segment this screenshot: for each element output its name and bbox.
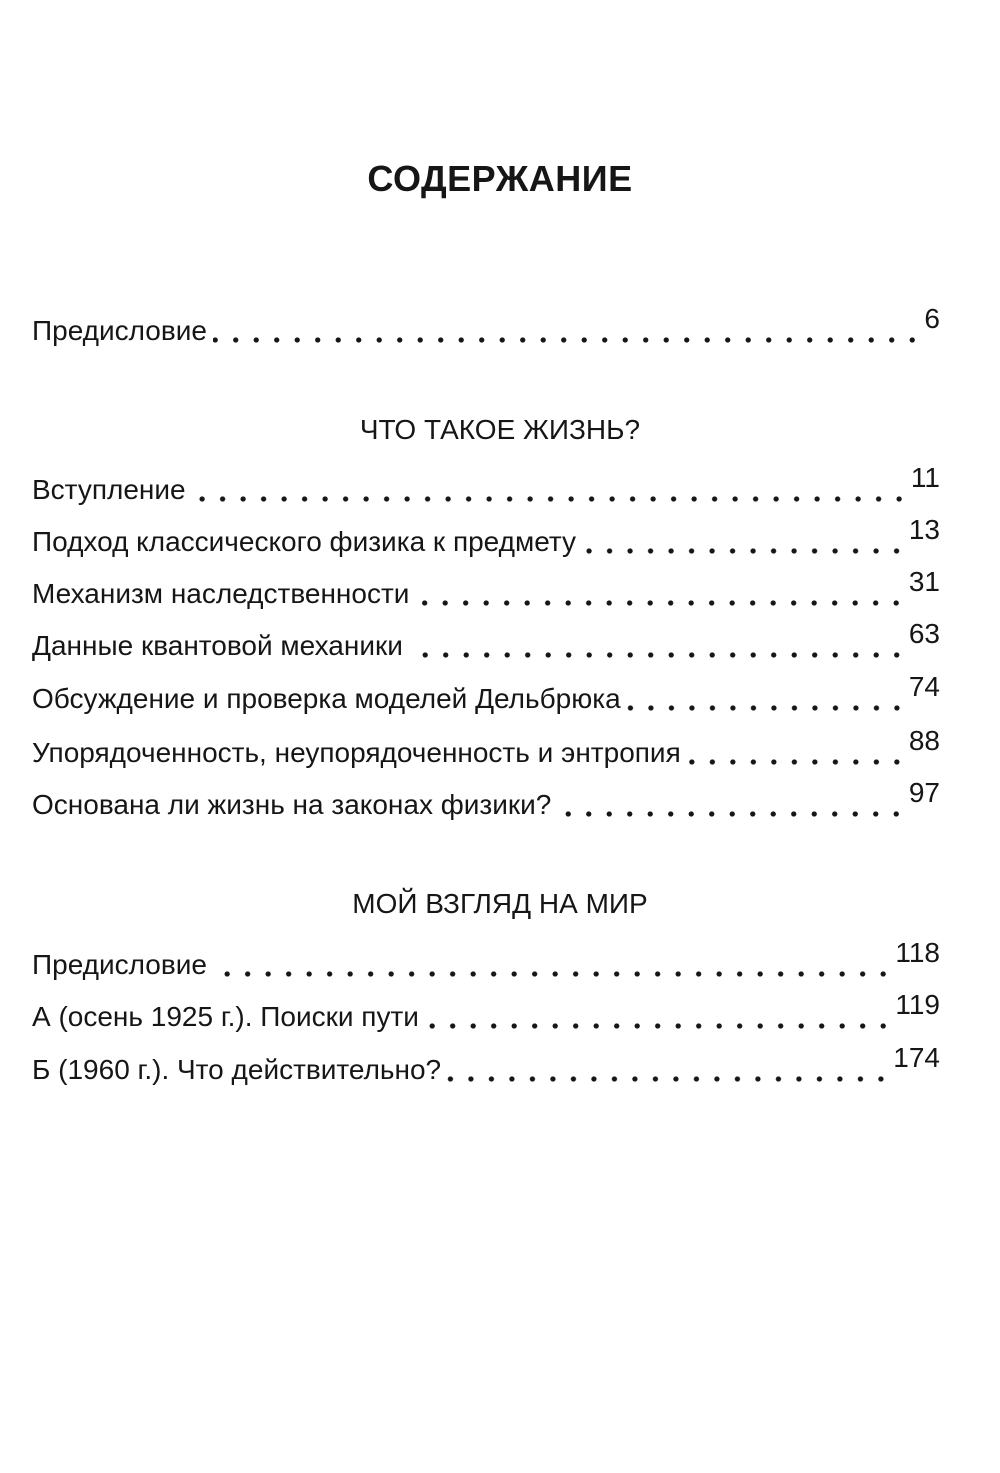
toc-page-number: 13 — [908, 514, 940, 545]
section-heading-my-view-of-the-world: МОЙ ВЗГЛЯД НА МИР — [352, 888, 648, 919]
page-title: СОДЕРЖАНИЕ — [367, 158, 633, 199]
toc-entry-label: Обсуждение и проверка моделей Дельбрюка — [32, 683, 621, 714]
dot-leader — [425, 1022, 893, 1030]
toc-entry-label: Упорядоченность, неупорядоченность и энтропия — [32, 737, 681, 768]
dot-leader — [213, 336, 922, 344]
dot-leader — [447, 1075, 891, 1083]
toc-entry[interactable] — [32, 777, 940, 825]
dot-leader — [627, 704, 907, 712]
dot-leader — [582, 547, 907, 555]
toc-page-number: 118 — [895, 937, 940, 968]
toc-entry[interactable] — [32, 462, 940, 510]
toc-page-number: 6 — [924, 303, 940, 334]
dot-leader — [415, 599, 906, 607]
toc-page-number: 11 — [910, 462, 940, 493]
toc-entry-label: Б (1960 г.). Что действительно? — [32, 1054, 442, 1085]
toc-entry[interactable] — [32, 514, 940, 562]
toc-page-number: 31 — [908, 566, 940, 597]
toc-entry-label: Данные квантовой механики — [32, 630, 403, 661]
toc-page-number: 119 — [895, 989, 940, 1020]
toc-page-number: 63 — [908, 618, 940, 649]
toc-page-number: 174 — [893, 1042, 940, 1073]
toc-entry[interactable] — [32, 725, 940, 773]
section-heading-what-is-life: ЧТО ТАКОЕ ЖИЗНЬ? — [359, 414, 641, 445]
toc-entry-label: Предисловие — [32, 949, 207, 980]
toc-entry[interactable] — [32, 618, 940, 666]
toc-entry-preface[interactable] — [32, 303, 940, 351]
toc-entry[interactable] — [32, 671, 940, 719]
toc-entry-label: Подход классического физика к предмету — [32, 526, 577, 557]
toc-entry-label: А (осень 1925 г.). Поиски пути — [32, 1001, 419, 1032]
dot-leader — [409, 651, 907, 659]
toc-entry-label: Вступление — [32, 474, 186, 505]
dot-leader — [213, 970, 893, 978]
toc-page-number: 74 — [908, 671, 940, 702]
toc-page-number: 88 — [908, 725, 940, 756]
toc-entry[interactable] — [32, 1042, 940, 1090]
toc-entry[interactable] — [32, 989, 940, 1037]
toc-entry[interactable] — [32, 937, 940, 985]
toc-entry-label: Предисловие — [32, 315, 207, 346]
toc-entry-label: Механизм наследственности — [32, 578, 410, 609]
toc-page-number: 97 — [908, 777, 940, 808]
dot-leader — [557, 810, 906, 818]
dot-leader — [687, 758, 907, 766]
dot-leader — [192, 495, 909, 503]
toc-entry[interactable] — [32, 566, 940, 614]
toc-entry-label: Основана ли жизнь на законах физики? — [32, 789, 552, 820]
